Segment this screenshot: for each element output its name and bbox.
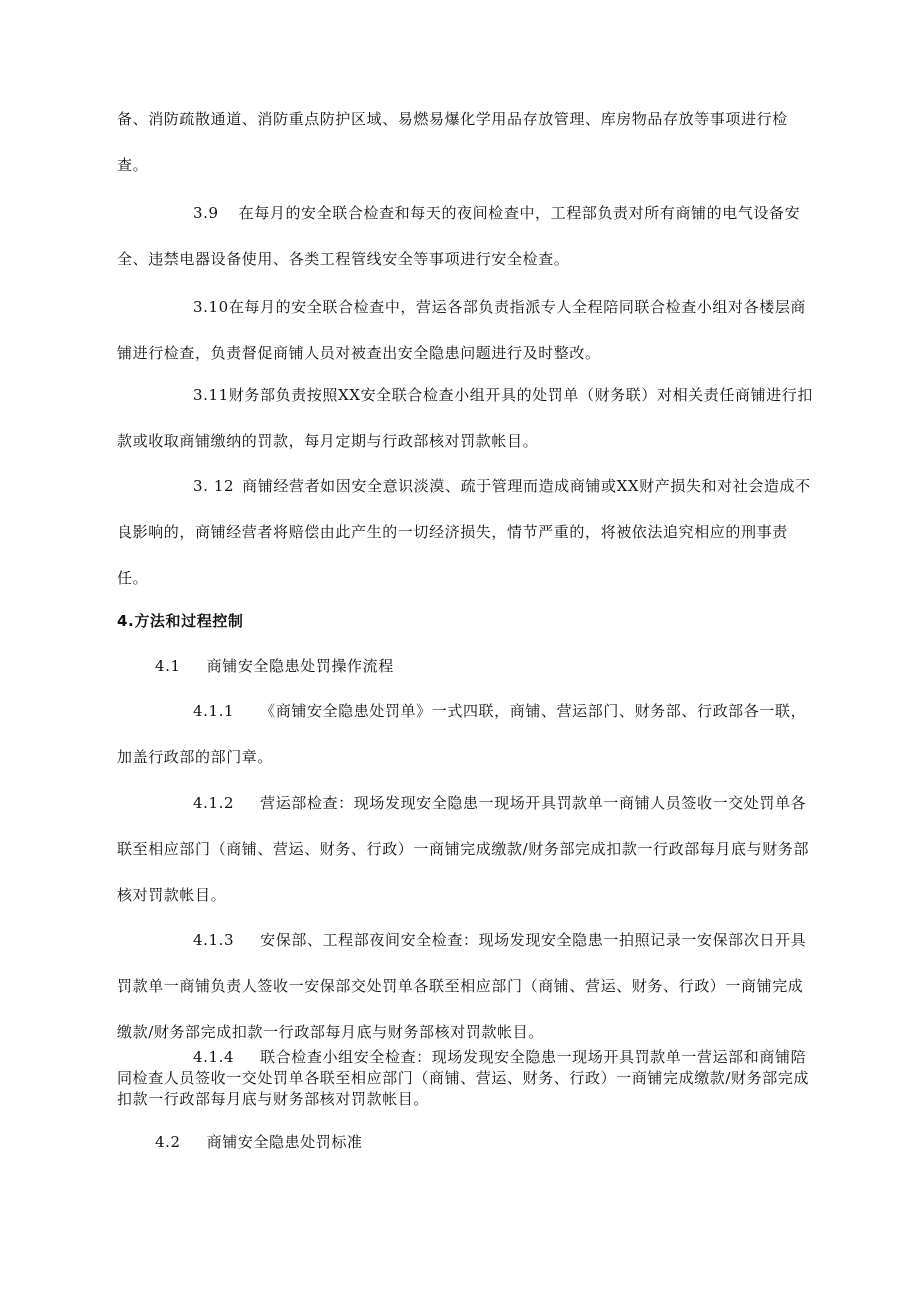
paragraph-4-1-2 xyxy=(117,780,817,918)
clause-number: 4.1.1 xyxy=(193,702,235,720)
paragraph-3-11 xyxy=(117,372,817,464)
paragraph-text: 安保部、工程部夜间安全检查：现场发现安全隐患一拍照记录一安保部次日开具罚款单一商铺负责人签收一安保部交处罚单各联至相应部门（商铺、营运、财务、行政）一商铺完成缴款/财务部完成扣款一行政部每月底与财务部核对罚款帐目。 xyxy=(117,931,807,1041)
subsection-4-1 xyxy=(155,654,394,678)
paragraph-3-10 xyxy=(117,284,817,376)
paragraph-text: 《商铺安全隐患处罚单》一式四联，商铺、营运部门、财务部、行政部各一联，加盖行政部的部门章。 xyxy=(117,702,807,766)
subsection-title: 商铺安全隐患处罚标准 xyxy=(206,1133,363,1151)
paragraph-text: 营运部检查：现场发现安全隐患一现场开具罚款单一商铺人员签收一交处罚单各联至相应部门（商铺、营运、财务、行政）一商铺完成缴款/财务部完成扣款一行政部每月底与财务部核对罚款帐目。 xyxy=(117,794,810,904)
paragraph-3-8-continuation xyxy=(117,96,817,188)
section-heading-4: 4.方法和过程控制 xyxy=(117,612,244,630)
paragraph-text: 在每月的安全联合检查和每天的夜间检查中，工程部负责对所有商铺的电气设备安全、违禁电器设备使用、各类工程管线安全等事项进行安全检查。 xyxy=(117,204,801,268)
clause-number: 3.9 xyxy=(193,204,219,222)
paragraph-text: 在每月的安全联合检查中，营运各部负责指派专人全程陪同联合检查小组对各楼层商铺进行检查，负责督促商铺人员对被查出安全隐患问题进行及时整改。 xyxy=(117,298,807,362)
clause-number: 4.1.3 xyxy=(193,931,235,949)
clause-number: 4.2 xyxy=(155,1133,181,1151)
paragraph-text: 财务部负责按照XX安全联合检查小组开具的处罚单（财务联）对相关责任商铺进行扣款或收取商铺缴纳的罚款，每月定期与行政部核对罚款帐目。 xyxy=(117,386,813,450)
paragraph-4-1-4 xyxy=(117,1047,817,1110)
subsection-title: 商铺安全隐患处罚操作流程 xyxy=(206,657,394,675)
clause-number: 3.11 xyxy=(193,386,229,404)
clause-number: 3.10 xyxy=(193,298,229,316)
paragraph-3-12 xyxy=(117,463,817,601)
paragraph-3-9 xyxy=(117,190,817,282)
clause-number: 3. 12 xyxy=(193,477,235,495)
paragraph-text: 备、消防疏散通道、消防重点防护区域、易燃易爆化学用品存放管理、库房物品存放等事项进行检查。 xyxy=(117,110,788,174)
clause-number: 4.1.2 xyxy=(193,794,235,812)
clause-number: 4.1 xyxy=(155,657,181,675)
subsection-4-2 xyxy=(155,1130,363,1154)
paragraph-4-1-1 xyxy=(117,688,817,780)
clause-number: 4.1.4 xyxy=(193,1048,235,1066)
paragraph-4-1-3 xyxy=(117,917,817,1055)
paragraph-text: 联合检查小组安全检查：现场发现安全隐患一现场开具罚款单一营运部和商铺陪同检查人员签收一交处罚单各联至相应部门（商铺、营运、财务、行政）一商铺完成缴款/财务部完成扣款一行政部每月底与财务部核对罚款帐目。 xyxy=(117,1048,810,1108)
paragraph-text: 商铺经营者如因安全意识淡漠、疏于管理而造成商铺或XX财产损失和对社会造成不良影响的，商铺经营者将赔偿由此产生的一切经济损失，情节严重的，将被依法追究相应的刑事责任。 xyxy=(117,477,811,587)
